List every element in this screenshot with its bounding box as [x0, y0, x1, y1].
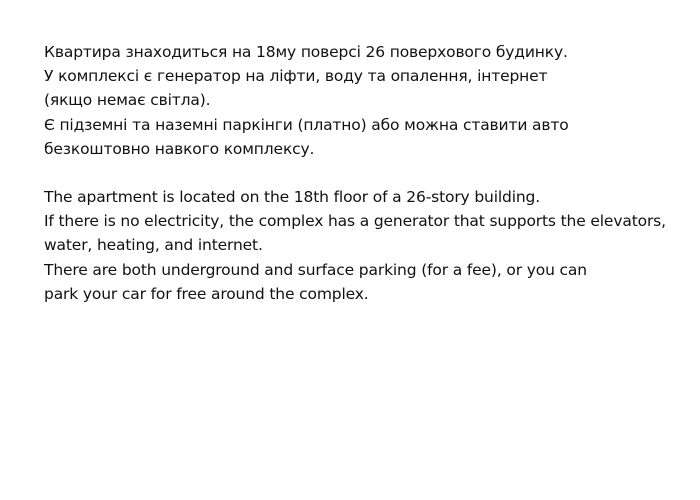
text-line: Квартира знаходиться на 18му поверсі 26 поверхового будинку.: [44, 43, 568, 61]
text-line: The apartment is located on the 18th floor of a 26-story building.: [44, 188, 541, 207]
ukrainian-paragraph: [44, 40, 684, 161]
text-line: безкоштовно навкого комплексу.: [44, 139, 315, 158]
text-line: There are both underground and surface parking (for a fee), or you can: [44, 260, 587, 279]
text-line: water, heating, and internet.: [44, 236, 263, 255]
text-line: У комплексі є генератор на ліфти, воду та опалення, інтернет: [44, 67, 548, 86]
text-line: park your car for free around the complex.: [44, 284, 369, 303]
paragraph-gap: [44, 161, 684, 185]
text-line: If there is no electricity, the complex has a generator that supports the elevators,: [44, 212, 666, 231]
english-paragraph: [44, 185, 684, 306]
document-body: [44, 40, 684, 306]
text-line: (якщо немає світла).: [44, 91, 211, 110]
text-line: Є підземні та наземні паркінги (платно) або можна ставити авто: [44, 115, 569, 134]
